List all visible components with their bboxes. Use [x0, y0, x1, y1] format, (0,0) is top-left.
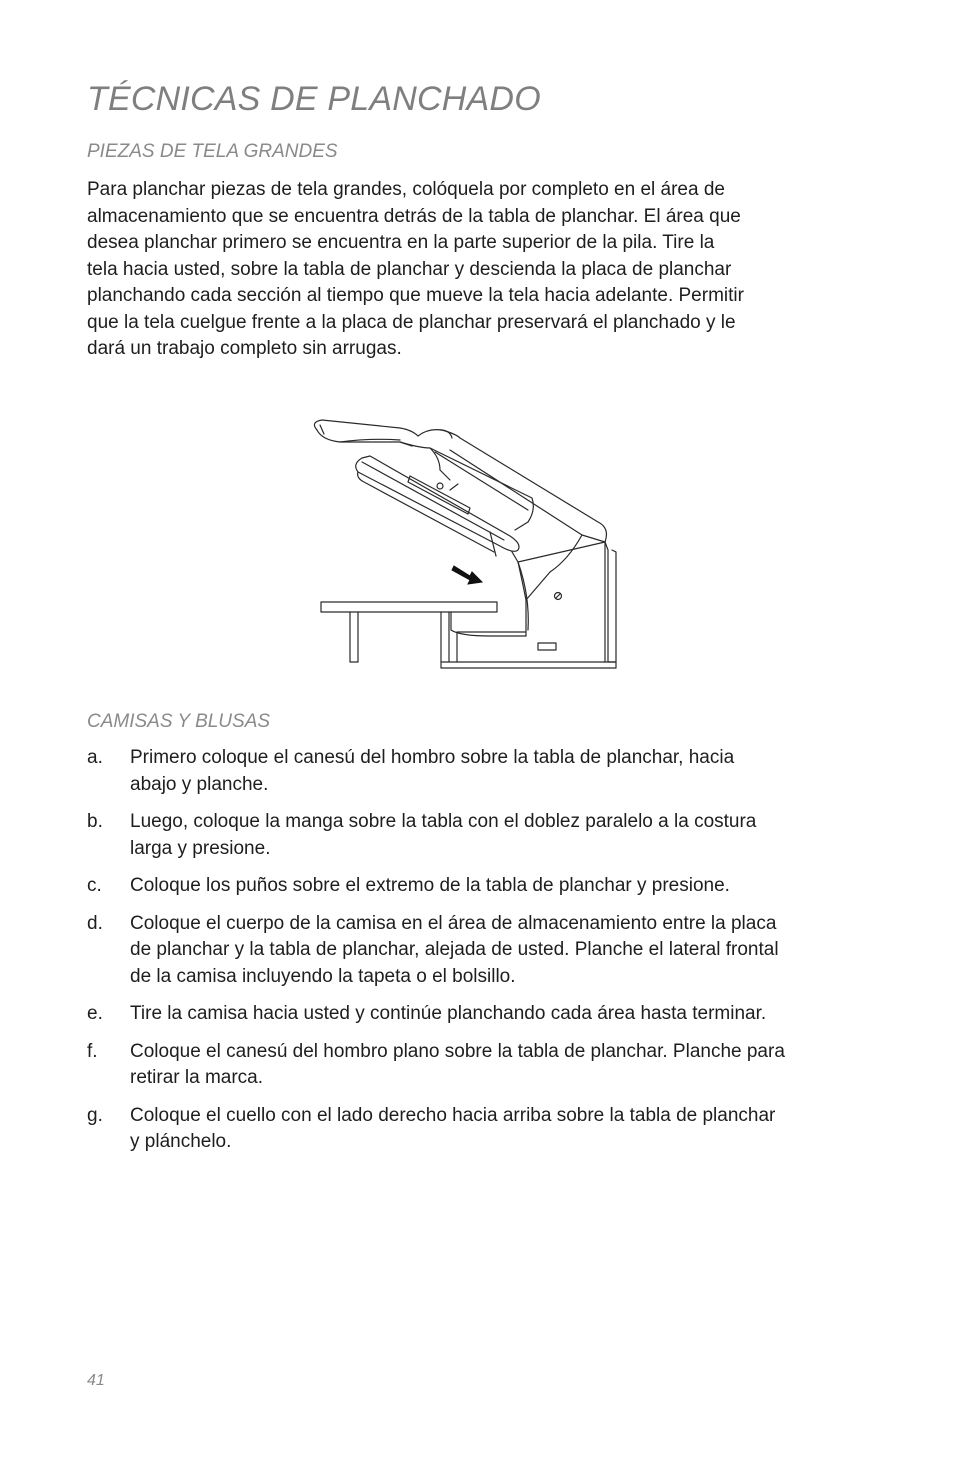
- list-item: [87, 1001, 887, 1028]
- step-marker: f.: [87, 1040, 98, 1062]
- step-text-line: de planchar y la tabla de planchar, alejada de usted. Planche el lateral frontal: [130, 939, 779, 960]
- step-marker: b.: [87, 811, 103, 832]
- step-marker: e.: [87, 1003, 103, 1024]
- step-text-line: Primero coloque el canesú del hombro sobre la tabla de planchar, hacia: [130, 747, 735, 768]
- ironing-press-drawing: [300, 400, 640, 690]
- step-text-line: Luego, coloque la manga sobre la tabla con el doblez paralelo a la costura: [130, 811, 757, 832]
- step-text-line: retirar la marca.: [130, 1067, 264, 1088]
- paragraph-line: dará un trabajo completo sin arrugas.: [87, 338, 402, 359]
- paragraph-line: que la tela cuelgue frente a la placa de planchar preservará el planchado y le: [87, 311, 736, 333]
- step-text-line: Tire la camisa hacia usted y continúe planchando cada área hasta terminar.: [130, 1003, 767, 1024]
- section-heading-shirts: CAMISAS Y BLUSAS: [87, 711, 271, 732]
- step-text-line: abajo y planche.: [130, 773, 269, 795]
- large-fabric-paragraph: [87, 177, 877, 363]
- section-heading-large-fabric: PIEZAS DE TELA GRANDES: [87, 141, 338, 162]
- step-marker: a.: [87, 747, 103, 768]
- page-number: 41: [87, 1372, 105, 1389]
- ironing-press-illustration: [300, 400, 640, 690]
- step-marker: g.: [87, 1104, 103, 1126]
- step-text-line: Coloque los puños sobre el extremo de la tabla de planchar y presione.: [130, 875, 730, 896]
- step-text-line: Coloque el canesú del hombro plano sobre la tabla de planchar. Planche para: [130, 1040, 785, 1062]
- paragraph-line: tela hacia usted, sobre la tabla de planchar y descienda la placa de planchar: [87, 258, 732, 280]
- shirt-steps-list: [87, 745, 887, 1167]
- list-item: [87, 1039, 887, 1092]
- step-text-line: Coloque el cuello con el lado derecho hacia arriba sobre la tabla de planchar: [130, 1104, 776, 1126]
- step-marker: c.: [87, 875, 102, 896]
- direction-arrow-icon: [452, 566, 482, 584]
- step-text-line: y plánchelo.: [130, 1131, 232, 1152]
- paragraph-line: Para planchar piezas de tela grandes, colóquela por completo en el área de: [87, 179, 725, 200]
- list-item: [87, 809, 887, 862]
- step-text-line: larga y presione.: [130, 837, 271, 859]
- paragraph-line: planchando cada sección al tiempo que mueve la tela hacia adelante. Permitir: [87, 285, 744, 306]
- list-item: [87, 1103, 887, 1156]
- list-item: [87, 911, 887, 991]
- step-text-line: Coloque el cuerpo de la camisa en el área de almacenamiento entre la placa: [130, 912, 777, 934]
- step-text-line: de la camisa incluyendo la tapeta o el bolsillo.: [130, 965, 516, 987]
- paragraph-line: desea planchar primero se encuentra en la parte superior de la pila. Tire la: [87, 232, 715, 253]
- list-item: [87, 745, 887, 798]
- list-item: [87, 873, 887, 900]
- paragraph-line: almacenamiento que se encuentra detrás de la tabla de planchar. El área que: [87, 205, 741, 227]
- page-title: TÉCNICAS DE PLANCHADO: [87, 80, 541, 118]
- step-marker: d.: [87, 912, 103, 934]
